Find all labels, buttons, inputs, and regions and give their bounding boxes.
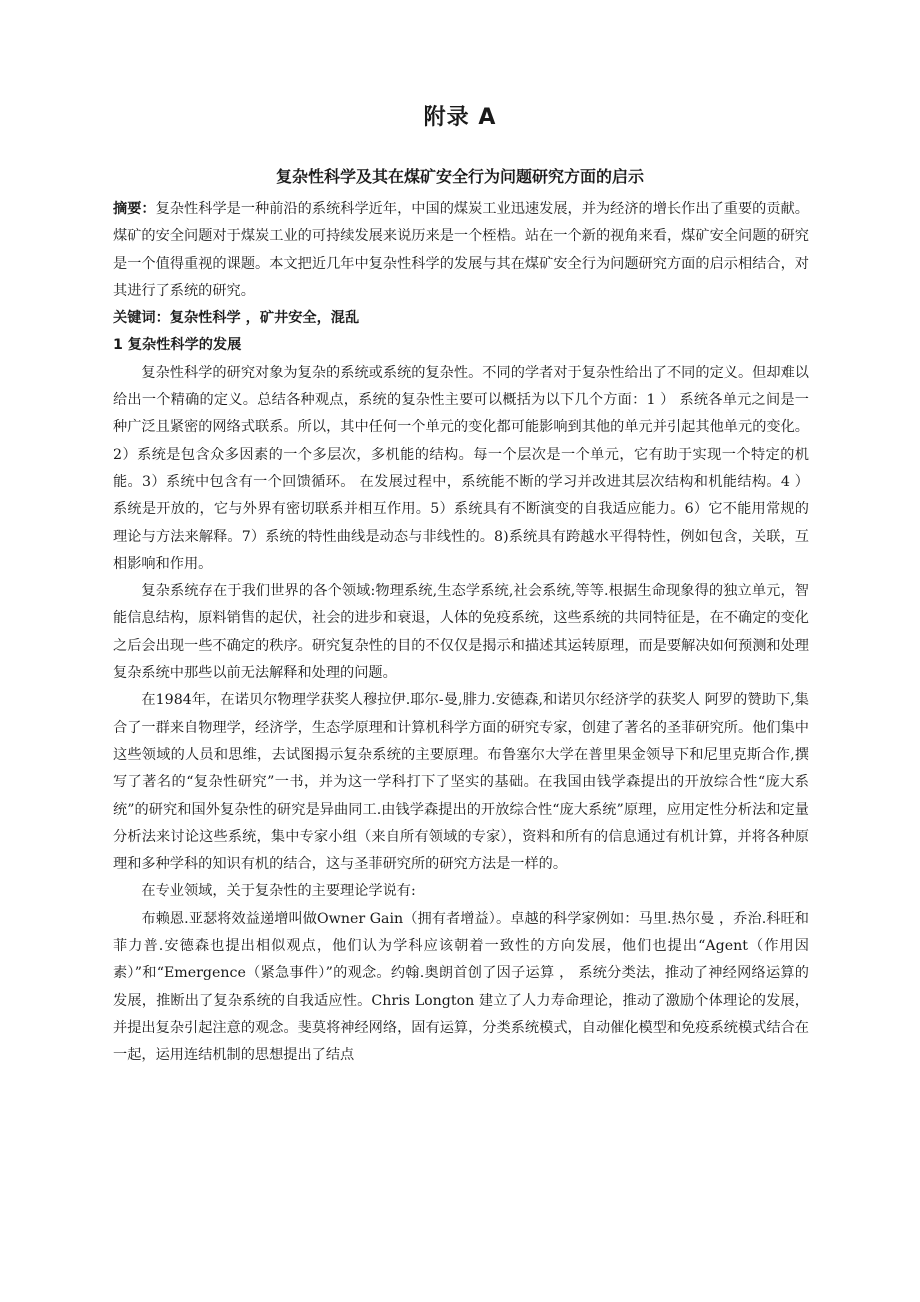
paper-title: 复杂性科学及其在煤矿安全行为问题研究方面的启示 (275, 167, 644, 186)
abstract-label: 摘要： (113, 201, 156, 217)
abstract-paragraph (113, 196, 809, 305)
section-heading: 1 复杂性科学的发展 (113, 337, 242, 354)
body-paragraph: 在1984年，在诺贝尔物理学获奖人穆拉伊.耶尔-曼,腓力.安德森,和诺贝尔经济学的获奖人 阿罗的赞助下,集合了一群来自物理学，经济学，生态学原理和计算机科学方面的研究专家，创建了著名的圣菲研究所。他们集中这些领域的人员和思维，去试图揭示复杂系统的主要原理。布鲁塞尔大学在普里果金领导下和尼里克斯合作,撰写了著名的“复杂性研究”一书，并为这一学科打下了坚实的基础。在我国由钱学森提出的开放综合性“庞大系统”的研究和国外复杂性的研究是异曲同工.由钱学森提出的开放综合性“庞大系统”原理，应用定性分析法和定量分析法来讨论这些系统，集中专家小组（来自所有领域的专家），资料和所有的信息通过有机计算，并将各种原理和多种学科的知识有机的结合，这与圣菲研究所的研究方法是一样的。 (113, 692, 809, 873)
body-paragraph: 复杂系统存在于我们世界的各个领域:物理系统,生态学系统,社会系统,等等.根据生命现象得的独立单元，智能信息结构，原料销售的起伏，社会的进步和衰退，人体的免疫系统，这些系统的共同特征是，在不确定的变化之后会出现一些不确定的秩序。研究复杂性的目的不仅仅是揭示和描述其运转原理，而是要解决如何预测和处理复杂系统中那些以前无法解释和处理的问题。 (113, 583, 809, 682)
body-paragraph: 复杂性科学的研究对象为复杂的系统或系统的复杂性。不同的学者对于复杂性给出了不同的定义。但却难以给出一个精确的定义。总结各种观点，系统的复杂性主要可以概括为以下几个方面：1 ） 系统各单元之间是一种广泛且紧密的网络式联系。所以，其中任何一个单元的变化都可能影响到其他的单元并引起其他单元的变化。2）系统是包含众多因素的一个多层次，多机能的结构。每一个层次是一个单元，它有助于实现一个特定的机能。3）系统中包含有一个回馈循环。 在发展过程中，系统能不断的学习并改进其层次结构和机能结构。4 ） 系统是开放的，它与外界有密切联系并相互作用。5）系统具有不断演变的自我适应能力。6）它不能用常规的理论与方法来解释。7）系统的特性曲线是动态与非线性的。8)系统具有跨越水平得特性，例如包含，关联，互相影响和作用。 (113, 364, 809, 572)
body-paragraph: 在专业领域，关于复杂性的主要理论学说有: (141, 883, 416, 900)
appendix-title: 附录 A (423, 105, 497, 130)
document-body (113, 196, 809, 1070)
keywords: 关键词：复杂性科学 ，矿井安全，混乱 (113, 310, 360, 327)
abstract-text: 复杂性科学是一种前沿的系统科学近年，中国的煤炭工业迅速发展，并为经济的增长作出了重要的贡献。煤矿的安全问题对于煤炭工业的可持续发展来说历来是一个桎梏。站在一个新的视角来看，煤矿安全问题的研究是一个值得重视的课题。本文把近几年中复杂性科学的发展与其在煤矿安全行为问题研究方面的启示相结合，对其进行了系统的研究。 (113, 201, 809, 299)
body-paragraph: 布赖恩.亚瑟将效益递增叫做Owner Gain（拥有者增益）。卓越的科学家例如：马里.热尔曼 ，乔治.科旺和菲力普.安德森也提出相似观点，他们认为学科应该朝着一致性的方向发展，他们也提出“Agent（作用因素）”和“Emergence（紧急事件）”的观念。约翰.奥朗首创了因子运算 ， 系统分类法，推动了神经网络运算的发展，推断出了复杂系统的自我适应性。Chris Longton 建立了人力寿命理论，推动了激励个体理论的发展，并提出复杂引起注意的观念。斐莫将神经网络，固有运算，分类系统模式，自动催化模型和免疫系统模式结合在一起，运用连结机制的思想提出了结点 (113, 910, 809, 1064)
